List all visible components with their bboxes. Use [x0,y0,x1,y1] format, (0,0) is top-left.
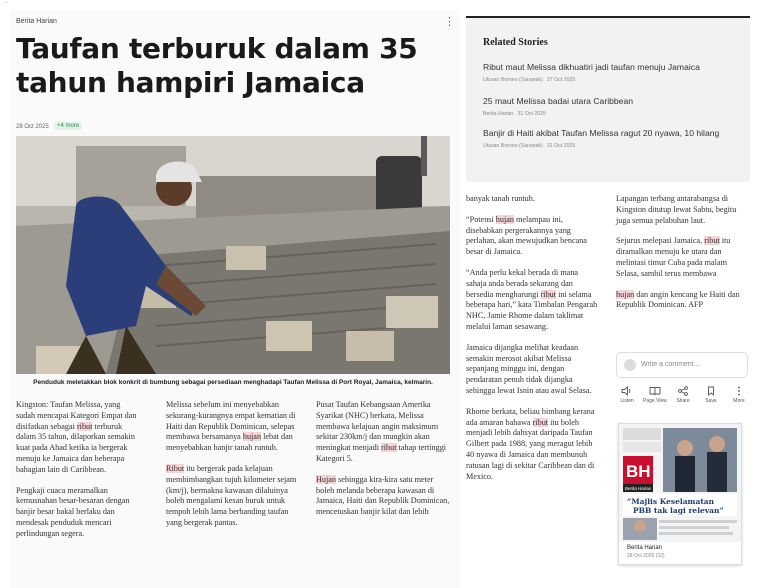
related-story-item[interactable] [483,128,739,149]
article-paragraph: Pengkaji cuaca meramalkan kemusnahan besar-besaran dengan banjir besar bakal berlaku dan mendesak penduduk mencari perlindungan segera. [16,485,130,538]
article-body-column-1 [16,400,140,550]
search-highlight: Hujan [316,474,337,484]
search-highlight: ribut [540,289,557,299]
article-date: 28 Oct 2025 [16,124,49,130]
share-icon [677,386,689,396]
related-stories-panel [466,16,750,182]
comment-placeholder[interactable]: Write a comment... [641,361,700,368]
newspaper-name: Berita Harian [627,545,663,551]
search-highlight: hujan [495,214,514,224]
share-button[interactable]: Share [670,386,696,404]
bookmark-icon [705,386,717,396]
related-story-item[interactable] [483,96,739,117]
more-options-icon[interactable]: ⋮ [444,15,455,28]
related-story-headline[interactable]: Banjir di Haiti akibat Taufan Melissa ragut 20 nyawa, 10 hilang [483,128,720,138]
related-story-item[interactable] [483,62,739,83]
article-body-column-3 [316,400,450,528]
article-paragraph: Kingston: Taufan Melissa, yang sudah mencapai Kategori Empat dan disifatkan sebagai ribut terburuk dalam 35 tahun, dilaporkan semakin kuat pada Ahad ketika ia bergerak menuju ke Jamaica dan beberapa bahagian lain di Caribbean. [16,400,137,474]
more-button[interactable]: More [726,386,752,404]
article-paragraph: Lapangan terbang antarabangsa di Kingston ditutup lewat Sabtu, begitu juga semua pelabuhan laut. [616,194,737,225]
photo-caption: Penduduk meletakkan blok konkrit di bumbung sebagai persediaan menghadapi Taufan Melissa di Port Royal, Jamaica, kelmarin. [33,379,433,386]
related-story-headline[interactable]: 25 maut Melissa badai utara Caribbean [483,96,634,106]
masthead-subtitle: Berita Harian [625,486,652,491]
user-avatar-icon [624,359,636,371]
article-paragraph: Hujan sehingga kira-kira satu meter boleh melanda beberapa kawasan di Jamaica, Haiti dan Republik Dominican, mencetuskan banjir kilat dan lebih [316,474,450,517]
article-paragraph: hujan dan angin kencang ke Haiti dan Republik Dominican. AFP [616,289,740,310]
article-paragraph: “Potensi hujan melampau ini, disebabkan pergerakannya yang perlahan, akan mewujudkan bencana besar di Jamaica. [466,214,587,257]
article-panel [10,10,460,588]
save-button[interactable]: Save [698,386,724,404]
article-photo [16,136,450,374]
front-page-headline-line-2: PBB tak lagi relevan” [633,506,724,515]
search-highlight: Ribut [166,463,185,473]
related-story-headline[interactable]: Ribut maut Melissa dikhuatiri jadi taufan menuju Jamaica [483,62,700,72]
article-action-bar [614,386,750,410]
search-highlight: ribut [381,443,397,453]
newspaper-date: 28 Oct 2025 (32) [627,553,665,559]
article-body-column-5 [616,194,750,321]
front-page-headline-line-1: “Majlis Keselamatan [627,497,715,506]
related-story-meta: Berita Harian 31 Oct 2025 [483,110,546,117]
search-highlight: ribut [704,236,720,246]
article-paragraph: Ribut itu bergerak pada kelajuan membimbangkan tujuh kilometer sejam (km/j), bermakna kawasan dilaluinya boleh mengalami kesan buruk untuk tempoh lebih lama berbanding taufan yang bergerak pantas. [166,463,297,527]
related-stories-title: Related Stories [483,37,548,48]
article-paragraph: banyak tanah runtuh. [466,194,535,203]
article-paragraph: Jamaica dijangka melihat keadaan semakin merosot akibat Melissa sepanjang minggu ini, dengan pendaratan penuh tidak dijangka sehingga lewat Isnin atau awal Selasa. [466,342,592,395]
newspaper-cover-image [619,424,741,542]
book-icon [649,386,661,396]
article-paragraph: Sejurus melepasi Jamaica, ribut itu diramalkan menuju ke utara dan melintasi timur Cuba pada malam Selasa, sambil terus membawa [616,236,731,278]
article-paragraph: Rhome berkata, beliau bimbang kerana ada amaran bahawa ribut itu boleh menjadi lebih dahsyat daripada Taufan Gilbert pada 1988, yang meragut lebih 40 nyawa di Jamaica dan membunuh ratusan lagi di sekitar Caribbean dan di Mexico. [466,406,595,481]
search-highlight: ribut [532,417,549,427]
top-crumb: ... [4,0,8,5]
related-story-meta: Utusan Borneo (Sarawak) 31 Oct 2025 [483,142,576,149]
listen-button[interactable]: Listen [614,386,640,404]
article-body-column-2 [166,400,300,539]
masthead-logo: BH [626,462,651,481]
page-view-button[interactable]: Page View [642,386,668,404]
speaker-icon [621,386,633,396]
related-story-meta: Utusan Borneo (Sarawak) 27 Oct 2025 [483,76,576,83]
search-highlight: ribut [76,421,93,431]
search-highlight: hujan [616,289,635,299]
search-highlight: hujan [242,432,262,442]
more-sources-badge[interactable]: +4 more [54,122,82,130]
newspaper-thumbnail[interactable] [618,423,742,565]
article-paragraph: Pusat Taufan Kebangsaan Amerika Syarikat (NHC) berkata, Melissa membawa kelajuan angin maksimum sekitar 230km/j dan mungkin akan meningkat menjadi ribut tahap tertinggi Kategori 5. [316,400,447,463]
comment-input[interactable] [616,352,748,378]
article-body-column-4 [466,194,600,492]
more-vertical-icon [733,386,745,396]
article-paragraph: “Anda perlu kekal berada di mana sahaja anda berada sekarang dan bersedia mengharungi ribut ini selama beberapa hari,” kata Timbalan Pengarah NHC, Jamie Rhome dalam taklimat melalui laman sesawang. [466,267,598,331]
article-title: Taufan terburuk dalam 35 tahun hampiri Jamaica [16,32,418,99]
article-paragraph: Melissa sebelum ini menyebabkan sekurang-kurangnya empat kematian di Haiti dan Republik Dominican, selepas membawa bersamanya hujan lebat dan menyebabkan banjir tanah runtuh. [166,400,296,453]
publisher-label[interactable]: Berita Harian [16,18,57,25]
